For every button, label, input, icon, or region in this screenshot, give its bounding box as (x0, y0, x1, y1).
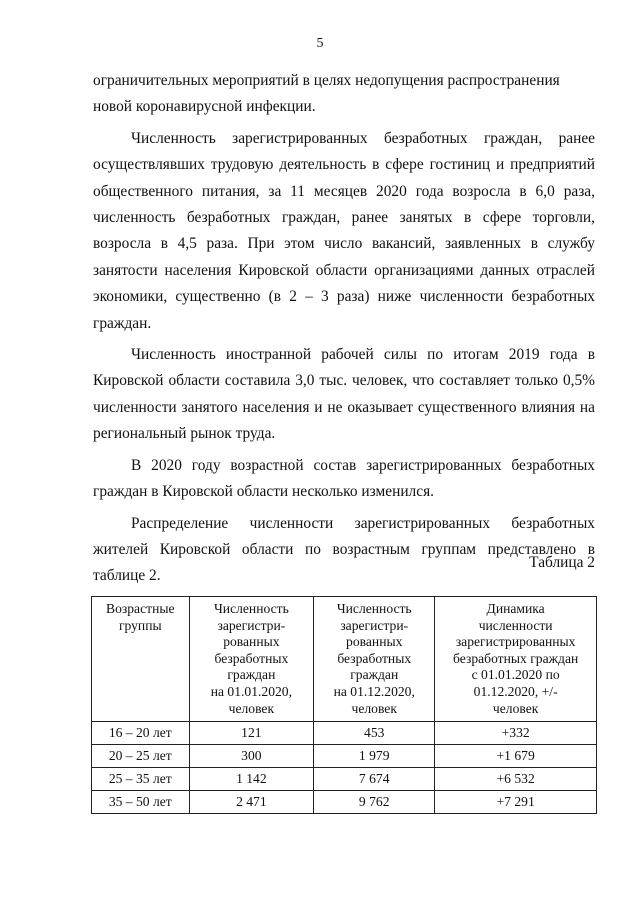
cell-age-group: 16 – 20 лет (92, 722, 190, 745)
unemployment-age-table (91, 596, 597, 814)
paragraph-5: Распределение численности зарегистрированных безработных жителей Кировской области по возрастным группам представлено в таблице 2. (93, 514, 595, 585)
paragraph-2: Численность зарегистрированных безработных граждан, ранее осуществлявших трудовую деятельность в сфере гостиниц и предприятий общественного питания, за 11 месяцев 2020 года возросла в 6,0 раза, численность безработных граждан, ранее занятых в сфере торговли, возросла в 4,5 раза. При этом число вакансий, заявленных в службу занятости населения Кировской области организациями данных отраслей экономики, существенно (в 2 – 3 раза) ниже численности безработных граждан. (93, 129, 595, 332)
cell-count-dec: 453 (314, 722, 435, 745)
cell-dynamics: +7 291 (435, 791, 597, 814)
cell-count-jan: 121 (189, 722, 314, 745)
cell-age-group: 35 – 50 лет (92, 791, 190, 814)
header-count-2020-12: Численность зарегистри- рованных безработных граждан на 01.12.2020, человек (314, 597, 435, 722)
cell-count-jan: 300 (189, 745, 314, 768)
table-row (92, 768, 597, 791)
table-row (92, 791, 597, 814)
cell-count-dec: 1 979 (314, 745, 435, 768)
paragraph-3: Численность иностранной рабочей силы по итогам 2019 года в Кировской области составила 3,0 тыс. человек, что составляет только 0,5% численности занятого населения и не оказывает существенного влияния на региональный рынок труда. (93, 346, 595, 443)
table-row (92, 722, 597, 745)
cell-age-group: 25 – 35 лет (92, 768, 190, 791)
paragraph-4: В 2020 году возрастной состав зарегистрированных безработных граждан в Кировской области несколько изменился. (93, 456, 595, 501)
cell-age-group: 20 – 25 лет (92, 745, 190, 768)
cell-count-jan: 1 142 (189, 768, 314, 791)
table-header-row (92, 597, 597, 722)
cell-dynamics: +1 679 (435, 745, 597, 768)
header-dynamics: Динамика численности зарегистрированных безработных граждан с 01.01.2020 по 01.12.2020, +/- человек (435, 597, 597, 722)
paragraph-1: ограничительных мероприятий в целях недопущения распространения новой коронавирусной инфекции. (93, 72, 560, 116)
cell-dynamics: +6 532 (435, 768, 597, 791)
cell-count-jan: 2 471 (189, 791, 314, 814)
table-caption: Таблица 2 (529, 554, 595, 571)
table-row (92, 745, 597, 768)
page-number: 5 (316, 36, 324, 51)
cell-count-dec: 9 762 (314, 791, 435, 814)
header-count-2020-01: Численность зарегистри- рованных безработных граждан на 01.01.2020, человек (189, 597, 314, 722)
cell-dynamics: +332 (435, 722, 597, 745)
body-text (93, 68, 595, 595)
cell-count-dec: 7 674 (314, 768, 435, 791)
header-age-groups: Возрастные группы (92, 597, 190, 722)
